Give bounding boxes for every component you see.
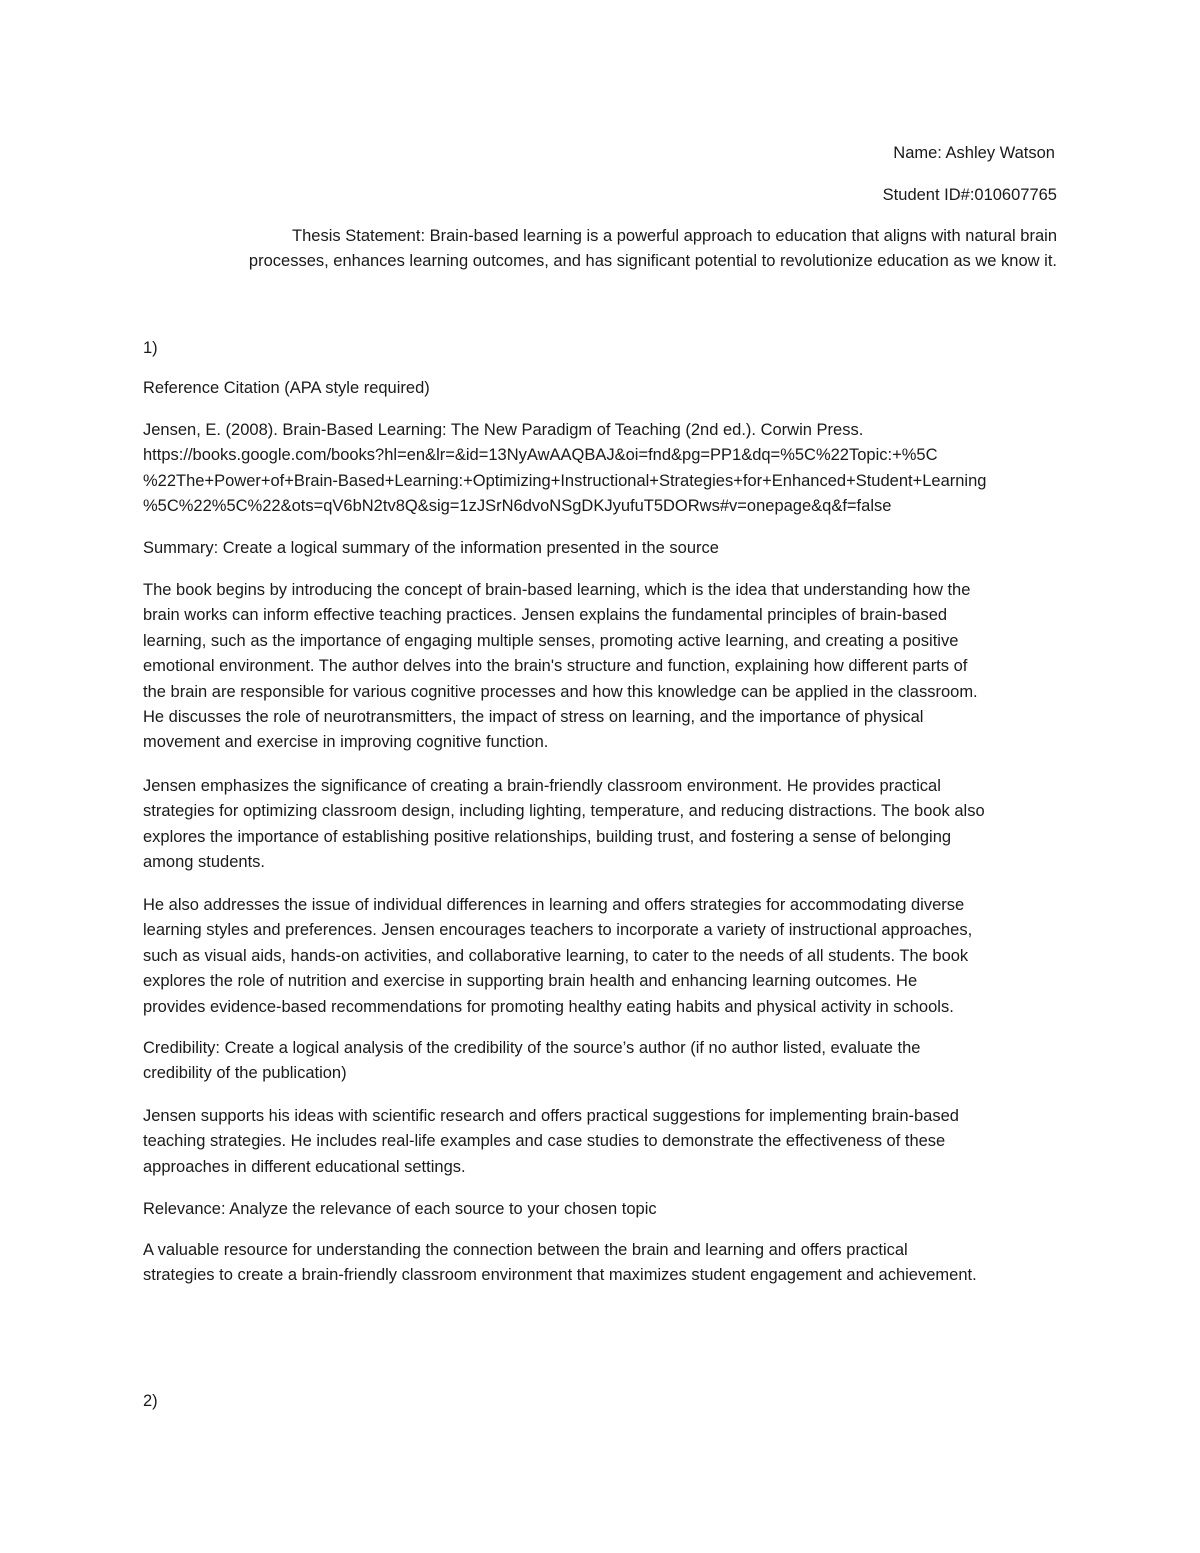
paragraph-line: strategies for optimizing classroom design, including lighting, temperature, and reducing distractions. The book also <box>143 802 985 821</box>
paragraph-line: brain works can inform effective teaching practices. Jensen explains the fundamental principles of brain-based <box>143 606 948 625</box>
paragraph-line: provides evidence-based recommendations for promoting healthy eating habits and physical activity in schools. <box>143 997 954 1016</box>
relevance-paragraph <box>143 1238 1063 1289</box>
paragraph-line: He also addresses the issue of individual differences in learning and offers strategies for accommodating diverse <box>143 896 965 914</box>
section-number: 1) <box>143 339 158 357</box>
paragraph-line: learning styles and preferences. Jensen encourages teachers to incorporate a variety of instructional approaches, <box>143 921 973 940</box>
reference-heading: Reference Citation (APA style required) <box>143 379 430 397</box>
credibility-paragraph <box>143 1104 1063 1180</box>
paragraph-line: approaches in different educational settings. <box>143 1157 466 1176</box>
citation-url-line: %22The+Power+of+Brain-Based+Learning:+Optimizing+Instructional+Strategies+for+Enhanced+Student+Learning <box>143 471 987 490</box>
summary-paragraph <box>143 578 1063 756</box>
summary-heading: Summary: Create a logical summary of the information presented in the source <box>143 539 719 557</box>
paragraph-line: among students. <box>143 853 265 872</box>
paragraph-line: learning, such as the importance of engaging multiple senses, promoting active learning, and creating a positive <box>143 631 959 650</box>
thesis-line: processes, enhances learning outcomes, and has significant potential to revolutionize education as we know it. <box>248 252 1057 271</box>
citation-url-line: https://books.google.com/books?hl=en&lr=&id=13NyAwAAQBAJ&oi=fnd&pg=PP1&dq=%5C%22Topic:+%5C <box>143 446 938 465</box>
citation-url-line: %5C%22%5C%22&ots=qV6bN2tv8Q&sig=1zJSrN6dvoNSgDKJyufuT5DORws#v=onepage&q&f=false <box>143 497 892 516</box>
citation-line: Jensen, E. (2008). Brain-Based Learning: The New Paradigm of Teaching (2nd ed.). Corwin Press. <box>143 421 864 439</box>
paragraph-line: such as visual aids, hands-on activities, and collaborative learning, to cater to the needs of all students. The book <box>143 946 969 965</box>
thesis-line: Thesis Statement: Brain-based learning is a powerful approach to education that aligns with natural brain <box>292 227 1057 245</box>
section-number: 2) <box>143 1392 158 1410</box>
paragraph-line: teaching strategies. He includes real-life examples and case studies to demonstrate the effectiveness of these <box>143 1132 946 1151</box>
paragraph-line: explores the importance of establishing positive relationships, building trust, and fostering a sense of belonging <box>143 827 952 846</box>
paragraph-line: movement and exercise in improving cognitive function. <box>143 733 549 752</box>
reference-citation <box>143 418 1063 520</box>
paragraph-line: Jensen emphasizes the significance of creating a brain-friendly classroom environment. He provides practical <box>143 777 941 795</box>
student-id: Student ID#:010607765 <box>882 186 1057 204</box>
paragraph-line: Jensen supports his ideas with scientific research and offers practical suggestions for implementing brain-based <box>143 1107 959 1125</box>
paragraph-line: emotional environment. The author delves into the brain's structure and function, explaining how different parts of <box>143 657 968 676</box>
credibility-heading <box>143 1036 1063 1087</box>
summary-paragraph <box>143 774 1063 876</box>
student-name: Name: Ashley Watson <box>893 144 1055 162</box>
heading-line: Credibility: Create a logical analysis of the credibility of the source’s author (if no author listed, evaluate the <box>143 1039 921 1057</box>
summary-paragraph <box>143 893 1063 1020</box>
paragraph-line: A valuable resource for understanding the connection between the brain and learning and offers practical <box>143 1241 908 1259</box>
thesis-statement <box>143 224 1057 275</box>
heading-line: credibility of the publication) <box>143 1064 347 1083</box>
paragraph-line: the brain are responsible for various cognitive processes and how this knowledge can be applied in the classroom. <box>143 682 978 701</box>
paragraph-line: strategies to create a brain-friendly classroom environment that maximizes student engagement and achievement. <box>143 1266 977 1285</box>
paragraph-line: The book begins by introducing the concept of brain-based learning, which is the idea that understanding how the <box>143 581 971 599</box>
relevance-heading: Relevance: Analyze the relevance of each source to your chosen topic <box>143 1200 657 1218</box>
paragraph-line: explores the role of nutrition and exercise in supporting brain health and enhancing learning outcomes. He <box>143 972 918 991</box>
paragraph-line: He discusses the role of neurotransmitters, the impact of stress on learning, and the importance of physical <box>143 708 924 727</box>
